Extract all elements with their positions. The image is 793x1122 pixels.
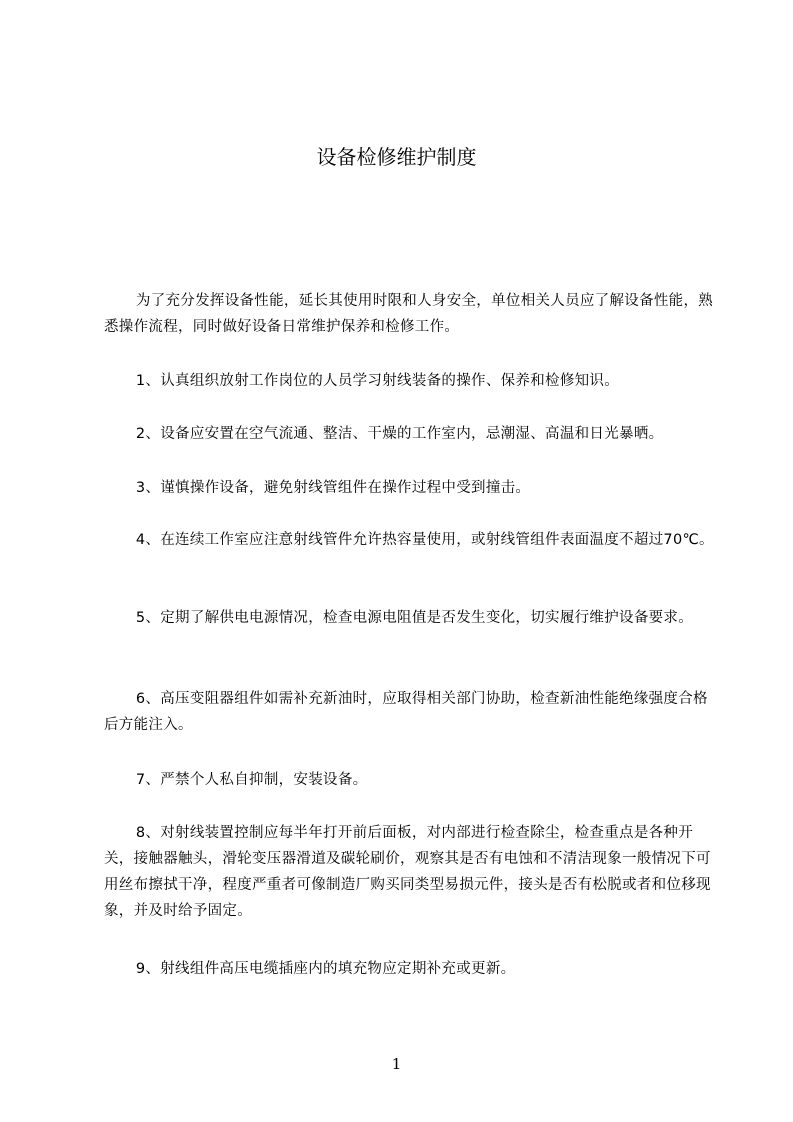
- rule-item-7: 7、严禁个人私自抑制，安装设备。: [135, 772, 368, 788]
- rule-item-5: 5、定期了解供电电源情况，检查电源电阻值是否发生变化，切实履行维护设备要求。: [135, 610, 694, 626]
- rule-item-9: 9、射线组件高压电缆插座内的填充物应定期补充或更新。: [135, 961, 516, 977]
- rule-item-1: 1、认真组织放射工作岗位的人员学习射线装备的操作、保养和检修知识。: [135, 373, 620, 389]
- rule-item-3: 3、谨慎操作设备，避免射线管组件在操作过程中受到撞击。: [135, 480, 531, 496]
- rule-item-6: 6、高压变阻器组件如需补充新油时，应取得相关部门协助，检查新油性能绝缘强度合格后方能注入。: [104, 691, 708, 733]
- rule-item-8: 8、对射线装置控制应每半年打开前后面板，对内部进行检查除尘，检查重点是各种开关，接触器触头，滑轮变压器滑道及碳轮刷价，观察其是否有电蚀和不清洁现象一般情况下可用丝布擦拭干净，程度严重者可像制造厂购买同类型易损元件，接头是否有松脱或者和位移现象，并及时给予固定。: [104, 825, 711, 919]
- document-title: 设备检修维护制度: [316, 145, 477, 169]
- rule-item-4: 4、在连续工作室应注意射线管件允许热容量使用，或射线管组件表面温度不超过70℃。: [135, 532, 714, 548]
- intro-paragraph: 为了充分发挥设备性能，延长其使用时限和人身安全，单位相关人员应了解设备性能，熟悉操作流程，同时做好设备日常维护保养和检修工作。: [104, 293, 714, 335]
- rule-item-2: 2、设备应安置在空气流通、整洁、干燥的工作室内，忌潮湿、高温和日光暴晒。: [135, 426, 664, 442]
- page-number: 1: [391, 1055, 402, 1073]
